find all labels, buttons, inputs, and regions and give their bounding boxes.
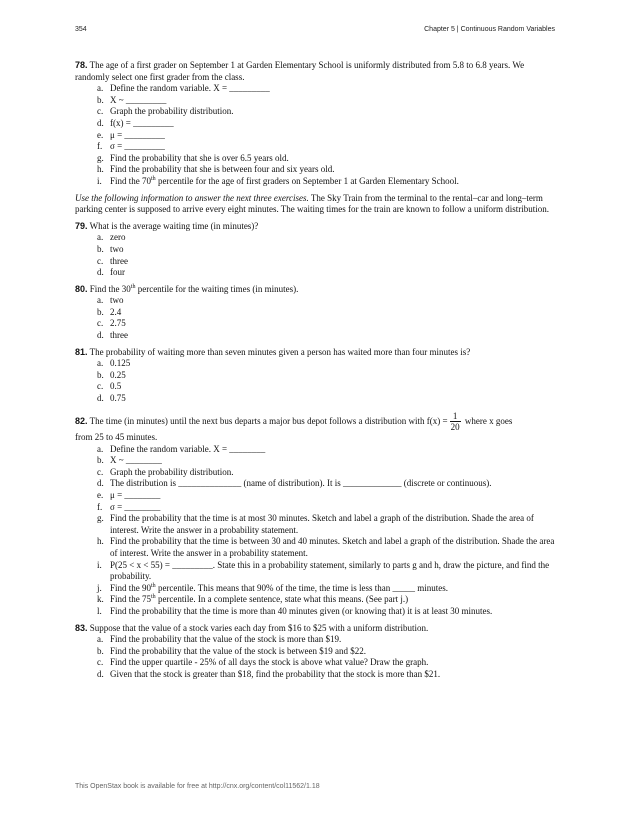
- exercise-part: [97, 657, 557, 669]
- part-text: 0.75: [110, 393, 126, 404]
- part-letter: c.: [97, 381, 104, 392]
- part-text: 0.125: [110, 358, 131, 369]
- part-letter: i.: [97, 559, 102, 570]
- part-text: μ = _________: [110, 129, 165, 140]
- exercise-number: 78.: [75, 60, 88, 70]
- intro-italic: Use the following information to answer the next three exercises.: [75, 192, 309, 203]
- exercise-number: 79.: [75, 220, 88, 231]
- part-text: Find the probability that the time is between 30 and 40 minutes. Sketch and label a graph of the distribution. Shade the area of interest. Write the answer in a probability statement.: [110, 536, 555, 558]
- part-letter: b.: [97, 243, 104, 254]
- part-text: zero: [110, 232, 126, 243]
- exercise-80-options: [75, 295, 557, 341]
- exercise-stem: The age of a first grader on September 1 at Garden Elementary School is uniformly distributed from 5.8 to 6.8 years. We randomly select one first grader from the class.: [75, 60, 525, 82]
- part-letter: c.: [97, 106, 104, 117]
- exercise-80: [75, 284, 557, 342]
- part-letter: d.: [97, 267, 104, 278]
- part-letter: e.: [97, 490, 104, 501]
- exercise-part: [97, 646, 557, 658]
- exercise-part: [97, 393, 557, 405]
- part-letter: g.: [97, 152, 104, 163]
- exercise-part: [97, 256, 557, 268]
- exercise-81: [75, 347, 557, 405]
- part-letter: d.: [97, 478, 104, 489]
- exercise-part: [97, 381, 557, 393]
- exercise-part: [97, 490, 557, 502]
- part-text: Find the 90: [110, 582, 152, 593]
- exercise-part: [97, 467, 557, 479]
- part-text: three: [110, 255, 128, 266]
- part-text: Graph the probability distribution.: [110, 106, 234, 117]
- part-letter: j.: [97, 582, 102, 593]
- exercise-part: [97, 153, 557, 165]
- exercise-number: 82.: [75, 415, 88, 426]
- part-text-tail: percentile for the age of first graders on September 1 at Garden Elementary School.: [155, 175, 459, 186]
- part-text: Find the probability that the time is more than 40 minutes given (or knowing that) it is at least 30 minutes.: [110, 605, 493, 616]
- part-text: Find the 70: [110, 175, 152, 186]
- exercise-part: [97, 244, 557, 256]
- exercise-part: [97, 232, 557, 244]
- superscript: th: [151, 582, 156, 589]
- exercise-part: [97, 164, 557, 176]
- part-text: X ~ _________: [110, 94, 167, 105]
- exercise-stem: What is the average waiting time (in minutes)?: [89, 220, 259, 231]
- part-text: The distribution is ______________ (name of distribution). It is _____________ (discrete or continuous).: [110, 478, 492, 489]
- part-letter: d.: [97, 393, 104, 404]
- part-text: four: [110, 267, 125, 278]
- part-text: Find the probability that the time is at most 30 minutes. Sketch and label a graph of the distribution. Shade the area of interest. Write the answer in a probability statement.: [110, 513, 534, 535]
- part-text: 2.75: [110, 318, 126, 329]
- intro-text: The Sky Train from the terminal to the rental–car and long–term parking center is supposed to arrive every eight minutes. The waiting times for the train are known to follow a uniform distribution.: [75, 192, 549, 215]
- chapter-title: Chapter 5 | Continuous Random Variables: [424, 26, 555, 33]
- superscript: th: [151, 175, 156, 182]
- part-letter: d.: [97, 668, 104, 679]
- exercise-part: [97, 130, 557, 142]
- part-text: Graph the probability distribution.: [110, 466, 234, 477]
- page-content: [75, 60, 557, 686]
- part-letter: a.: [97, 443, 104, 454]
- part-text: μ = ________: [110, 490, 161, 501]
- exercise-stem-line2: from 25 to 45 minutes.: [75, 432, 158, 443]
- exercise-82: [75, 410, 557, 618]
- part-text: Define the random variable. X = _________: [110, 83, 270, 94]
- part-letter: c.: [97, 466, 104, 477]
- part-text-tail: percentile. In a complete sentence, state what this means. (See part j.): [155, 594, 409, 605]
- part-text: 0.25: [110, 369, 126, 380]
- part-letter: h.: [97, 536, 104, 547]
- exercise-part: [97, 118, 557, 130]
- exercise-81-options: [75, 358, 557, 404]
- exercise-part: [97, 513, 557, 536]
- part-letter: b.: [97, 645, 104, 656]
- exercise-83-parts: [75, 634, 557, 680]
- part-letter: f.: [97, 141, 103, 152]
- part-letter: b.: [97, 369, 104, 380]
- part-letter: b.: [97, 306, 104, 317]
- exercise-stem: The time (in minutes) until the next bus departs a major bus depot follows a distribution with f(x) =: [89, 415, 448, 426]
- exercise-part: [97, 560, 557, 583]
- exercise-number: 80.: [75, 283, 88, 294]
- part-text: Find the probability that the value of the stock is more than $19.: [110, 634, 342, 645]
- part-text: two: [110, 243, 124, 254]
- part-letter: h.: [97, 164, 104, 175]
- part-letter: c.: [97, 318, 104, 329]
- exercise-part: [97, 330, 557, 342]
- exercise-part: [97, 267, 557, 279]
- exercise-part: [97, 318, 557, 330]
- exercise-82-parts: [75, 444, 557, 618]
- exercise-79: [75, 221, 557, 279]
- part-text: 0.5: [110, 381, 122, 392]
- fraction-numerator: 1: [450, 411, 461, 422]
- exercise-83: [75, 623, 557, 681]
- exercise-part: [97, 176, 557, 188]
- exercise-78-parts: [75, 83, 557, 187]
- part-text: Define the random variable. X = ________: [110, 443, 266, 454]
- exercise-part: [97, 502, 557, 514]
- exercise-part: [97, 295, 557, 307]
- part-letter: k.: [97, 594, 104, 605]
- fraction: [450, 411, 461, 432]
- exercise-part: [97, 83, 557, 95]
- part-letter: a.: [97, 232, 104, 243]
- part-text: σ = ________: [110, 501, 161, 512]
- footer-note: This OpenStax book is available for free at http://cnx.org/content/col11562/1.18: [75, 783, 320, 790]
- exercise-part: [97, 455, 557, 467]
- superscript: th: [151, 594, 156, 601]
- part-letter: f.: [97, 501, 103, 512]
- exercise-part: [97, 370, 557, 382]
- exercise-stem: Suppose that the value of a stock varies each day from $16 to $25 with a uniform distribution.: [89, 622, 429, 633]
- part-letter: b.: [97, 455, 104, 466]
- part-letter: d.: [97, 330, 104, 341]
- exercise-part: [97, 307, 557, 319]
- superscript: th: [130, 283, 136, 290]
- part-letter: d.: [97, 117, 104, 128]
- part-text: P(25 < x < 55) = _________. State this in a probability statement, similarly to parts g and h, draw the picture, and find the probability.: [110, 559, 550, 582]
- exercise-number: 83.: [75, 622, 88, 633]
- part-letter: a.: [97, 83, 104, 94]
- part-text: Given that the stock is greater than $18, find the probability that the stock is more than $21.: [110, 668, 441, 679]
- part-letter: e.: [97, 129, 104, 140]
- exercise-part: [97, 583, 557, 595]
- part-letter: l.: [97, 605, 102, 616]
- exercise-part: [97, 478, 557, 490]
- shared-info-paragraph: [75, 193, 557, 216]
- exercise-part: [97, 634, 557, 646]
- part-text: two: [110, 295, 124, 306]
- part-letter: c.: [97, 255, 104, 266]
- exercise-part: [97, 669, 557, 681]
- exercise-part: [97, 594, 557, 606]
- page-number: 354: [75, 26, 87, 33]
- exercise-part: [97, 95, 557, 107]
- exercise-number: 81.: [75, 346, 88, 357]
- exercise-stem-tail: where x goes: [462, 415, 513, 426]
- part-text-tail: percentile. This means that 90% of the time, the time is less than _____ minutes.: [155, 582, 448, 593]
- part-text: f(x) = _________: [110, 117, 174, 128]
- exercise-part: [97, 606, 557, 618]
- exercise-stem: Find the 30: [89, 283, 131, 294]
- exercise-part: [97, 358, 557, 370]
- part-text: Find the probability that she is between four and six years old.: [110, 164, 335, 175]
- exercise-79-options: [75, 232, 557, 278]
- part-letter: g.: [97, 513, 104, 524]
- part-text: Find the 75: [110, 594, 152, 605]
- part-text: X ~ ________: [110, 455, 162, 466]
- part-letter: a.: [97, 358, 104, 369]
- part-text: three: [110, 330, 128, 341]
- part-text: Find the upper quartile - 25% of all days the stock is above what value? Draw the graph.: [110, 657, 429, 668]
- part-text: Find the probability that the value of the stock is between $19 and $22.: [110, 645, 366, 656]
- exercise-part: [97, 444, 557, 456]
- part-letter: a.: [97, 634, 104, 645]
- exercise-stem: The probability of waiting more than seven minutes given a person has waited more than four minutes is?: [89, 346, 471, 357]
- exercise-part: [97, 536, 557, 559]
- part-text: Find the probability that she is over 6.5 years old.: [110, 152, 289, 163]
- part-letter: b.: [97, 94, 104, 105]
- part-letter: a.: [97, 295, 104, 306]
- exercise-part: [97, 106, 557, 118]
- exercise-part: [97, 141, 557, 153]
- part-letter: i.: [97, 175, 102, 186]
- part-text: 2.4: [110, 306, 122, 317]
- exercise-78: [75, 60, 557, 188]
- exercise-stem-tail: percentile for the waiting times (in minutes).: [135, 283, 299, 294]
- fraction-denominator: 20: [450, 422, 460, 433]
- part-text: σ = _________: [110, 141, 165, 152]
- part-letter: c.: [97, 657, 104, 668]
